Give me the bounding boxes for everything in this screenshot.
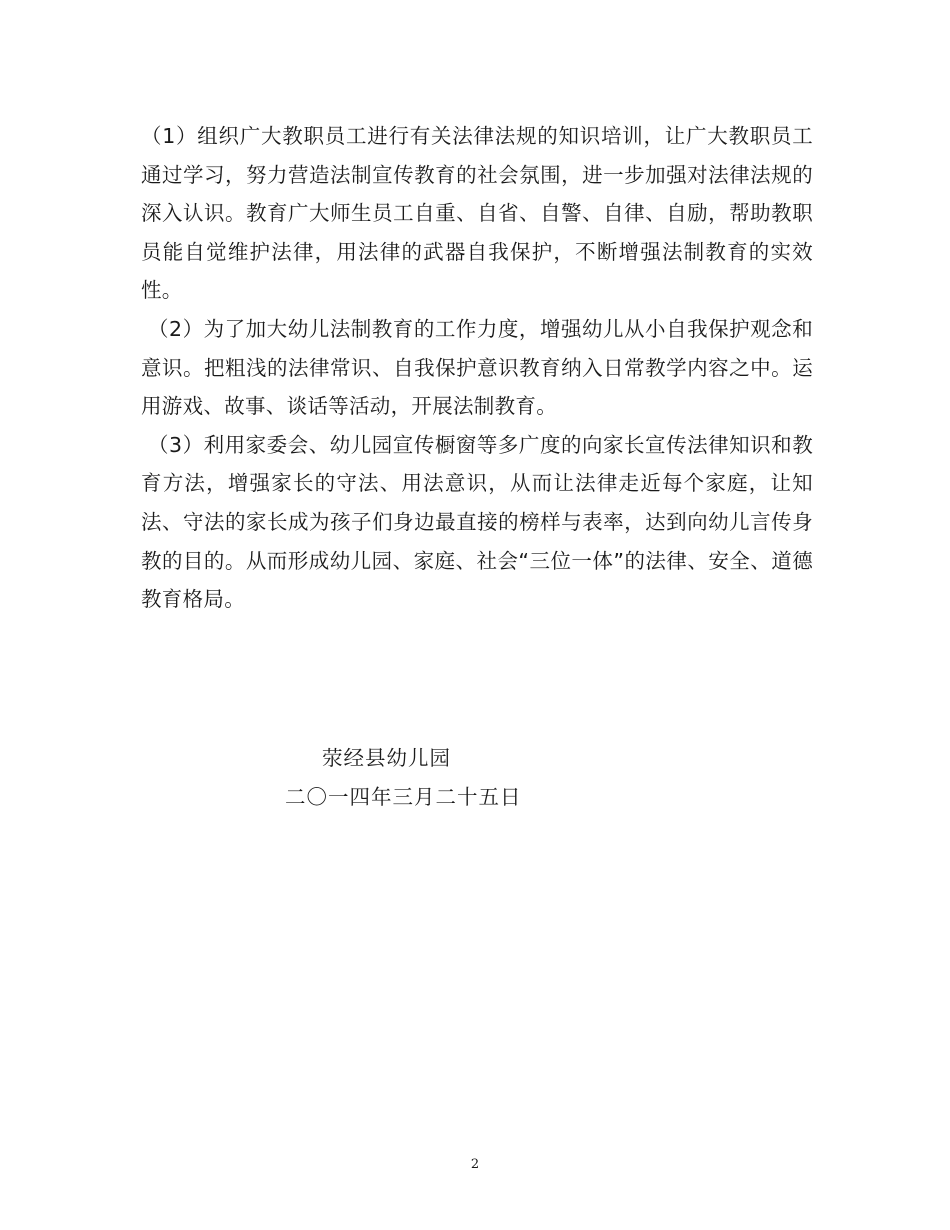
page-number: 2 — [470, 1157, 480, 1172]
paragraph-2: （2）为了加大幼儿法制教育的工作力度，增强幼儿从小自我保护观念和意识。把粗浅的法律常识、自我保护意识教育纳入日常教学内容之中。运用游戏、故事、谈话等活动，开展法制教育。 — [141, 316, 813, 419]
signature-organization: 荥经县幼儿园 — [322, 746, 451, 770]
body-text — [141, 117, 813, 619]
paragraph-1: （1）组织广大教职员工进行有关法律法规的知识培训，让广大教职员工通过学习，努力营造法制宣传教育的社会氛围，进一步加强对法律法规的深入认识。教育广大师生员工自重、自省、自警、自律、自励，帮助教职员能自觉维护法律，用法律的武器自我保护，不断增强法制教育的实效性。 — [141, 124, 813, 303]
signature-date: 二〇一四年三月二十五日 — [285, 785, 522, 809]
paragraph-3: （3）利用家委会、幼儿园宣传橱窗等多广度的向家长宣传法律知识和教育方法，增强家长的守法、用法意识，从而让法律走近每个家庭，让知法、守法的家长成为孩子们身边最直接的榜样与表率，达到向幼儿言传身教的目的。从而形成幼儿园、家庭、社会“三位一体”的法律、安全、道德教育格局。 — [141, 432, 813, 612]
